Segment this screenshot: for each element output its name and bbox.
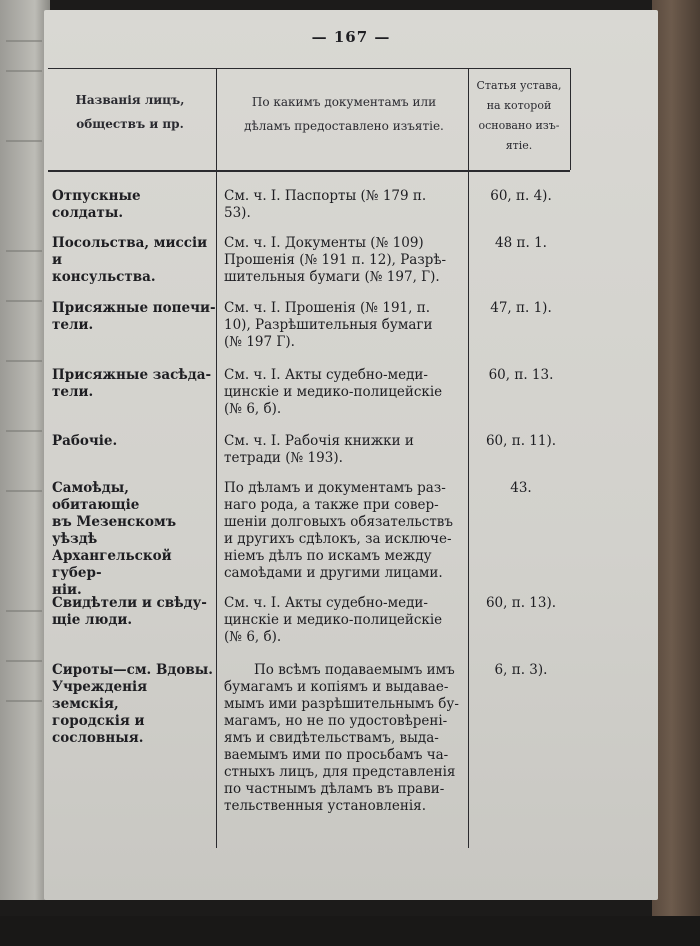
row-name-line: Присяжные попечи-	[52, 300, 216, 316]
row-name-line: Присяжные засѣда-	[52, 367, 212, 383]
row-name-line: Свидѣтели и свѣду-	[52, 595, 207, 611]
row-article: 60, п. 4).	[490, 188, 552, 204]
row-documents	[224, 662, 468, 815]
row-name-line: Самоѣды, обитающіе	[52, 480, 140, 513]
header-documents	[220, 90, 468, 138]
row-name	[52, 367, 216, 401]
row-doc-line: (№ 197 Г).	[224, 334, 295, 350]
row-doc-line: наго рода, а также при совер-	[224, 497, 439, 513]
header-article-line: Статья устава,	[476, 79, 562, 92]
row-name-line: ніи.	[52, 582, 82, 598]
row-name-line: Рабочіе.	[52, 433, 118, 449]
row-name	[52, 595, 216, 629]
header-article-line: ятіе.	[505, 139, 533, 152]
row-doc-line: ваемымъ ими по просьбамъ ча-	[224, 747, 449, 763]
row-name-line: въ Мезенскомъ уѣздѣ	[52, 514, 177, 547]
header-names	[48, 88, 212, 136]
page-number: — 167 —	[311, 28, 391, 46]
row-doc-line: мымъ ими разрѣшительнымъ бу-	[224, 696, 459, 712]
header-names-line: обществъ и пр.	[76, 117, 184, 131]
table-top-rule	[48, 68, 570, 69]
previous-page-edge	[0, 0, 50, 900]
row-doc-line: См. ч. I. Акты судебно-меди-	[224, 595, 428, 611]
row-name	[52, 188, 216, 222]
header-article	[468, 76, 570, 156]
row-name	[52, 300, 216, 334]
row-doc-line: См. ч. I. Акты судебно-меди-	[224, 367, 428, 383]
row-doc-line: 53).	[224, 205, 251, 221]
row-article: 43.	[510, 480, 532, 496]
row-documents	[224, 300, 468, 351]
row-documents	[224, 367, 468, 418]
row-doc-line: тетради (№ 193).	[224, 450, 343, 466]
row-doc-line: бумагамъ и копіямъ и выдавае-	[224, 679, 449, 695]
row-article: 60, п. 13.	[488, 367, 554, 383]
row-article: 47, п. 1).	[490, 300, 552, 316]
row-name-line: тели.	[52, 317, 94, 333]
header-documents-line: дѣламъ предоставлено изъятіе.	[244, 119, 444, 133]
row-doc-line: магамъ, но не по удостовѣрені-	[224, 713, 448, 729]
row-name-line: щіе люди.	[52, 612, 133, 628]
header-article-line: основано изъ-	[478, 119, 560, 132]
row-name-line: Архангельской губер-	[52, 548, 172, 581]
column-divider-2	[468, 68, 469, 848]
row-doc-line: по частнымъ дѣламъ въ прави-	[224, 781, 445, 797]
row-name-line: Сироты—см. Вдовы.	[52, 662, 213, 678]
row-doc-line: шеніи долговыхъ обязательствъ	[224, 514, 453, 530]
row-documents	[224, 188, 468, 222]
row-doc-line: (№ 6, б).	[224, 401, 282, 417]
bottom-shadow	[0, 916, 700, 946]
row-doc-line: (№ 6, б).	[224, 629, 282, 645]
row-article: 48 п. 1.	[495, 235, 547, 251]
row-name	[52, 235, 216, 286]
row-doc-line: цинскіе и медико-полицейскіе	[224, 384, 443, 400]
row-name-line: консульства.	[52, 269, 156, 285]
row-doc-line: По дѣламъ и документамъ раз-	[224, 480, 446, 496]
header-article-line: на которой	[486, 99, 552, 112]
row-name-line: тели.	[52, 384, 94, 400]
row-name-line: Учрежденія земскія,	[52, 679, 148, 712]
row-article: 6, п. 3).	[494, 662, 548, 678]
row-doc-line: самоѣдами и другими лицами.	[224, 565, 443, 581]
row-name-line: городскія и сословныя.	[52, 713, 145, 746]
column-divider-3	[570, 68, 571, 170]
book-spine	[652, 0, 700, 946]
row-article: 60, п. 11).	[485, 433, 557, 449]
row-doc-line: Прошенія (№ 191 п. 12), Разрѣ-	[224, 252, 447, 268]
row-name-line: Посольства, миссіи и	[52, 235, 208, 268]
table-header-rule	[48, 170, 570, 172]
row-doc-line: См. ч. I. Документы (№ 109)	[224, 235, 424, 251]
row-name	[52, 480, 216, 599]
row-doc-line: 10), Разрѣшительныя бумаги	[224, 317, 433, 333]
row-documents	[224, 433, 468, 467]
row-documents	[224, 595, 468, 646]
header-names-line: Названія лицъ,	[75, 93, 185, 107]
row-documents	[224, 235, 468, 286]
row-documents	[224, 480, 468, 582]
row-article: 60, п. 13).	[485, 595, 557, 611]
row-doc-line: шительныя бумаги (№ 197, Г).	[224, 269, 440, 285]
row-doc-line: и другихъ сдѣлокъ, за исключе-	[224, 531, 452, 547]
row-name	[52, 662, 216, 747]
row-doc-line: См. ч. I. Прошенія (№ 191, п.	[224, 300, 431, 316]
row-doc-line: тельственныя установленія.	[224, 798, 426, 814]
row-doc-line: См. ч. I. Рабочія книжки и	[224, 433, 414, 449]
row-doc-line: стныхъ лицъ, для представленія	[224, 764, 456, 780]
column-divider-1	[216, 68, 217, 848]
header-documents-line: По какимъ документамъ или	[251, 95, 437, 109]
row-doc-line: См. ч. I. Паспорты (№ 179 п.	[224, 188, 427, 204]
row-name-line: Отпускные солдаты.	[52, 188, 141, 221]
row-doc-line: ямъ и свидѣтельствамъ, выда-	[224, 730, 439, 746]
row-name	[52, 433, 216, 450]
book-page	[44, 10, 658, 900]
row-doc-line: цинскіе и медико-полицейскіе	[224, 612, 443, 628]
row-doc-line: ніемъ дѣлъ по искамъ между	[224, 548, 432, 564]
row-doc-line: По всѣмъ подаваемымъ имъ	[254, 662, 455, 678]
